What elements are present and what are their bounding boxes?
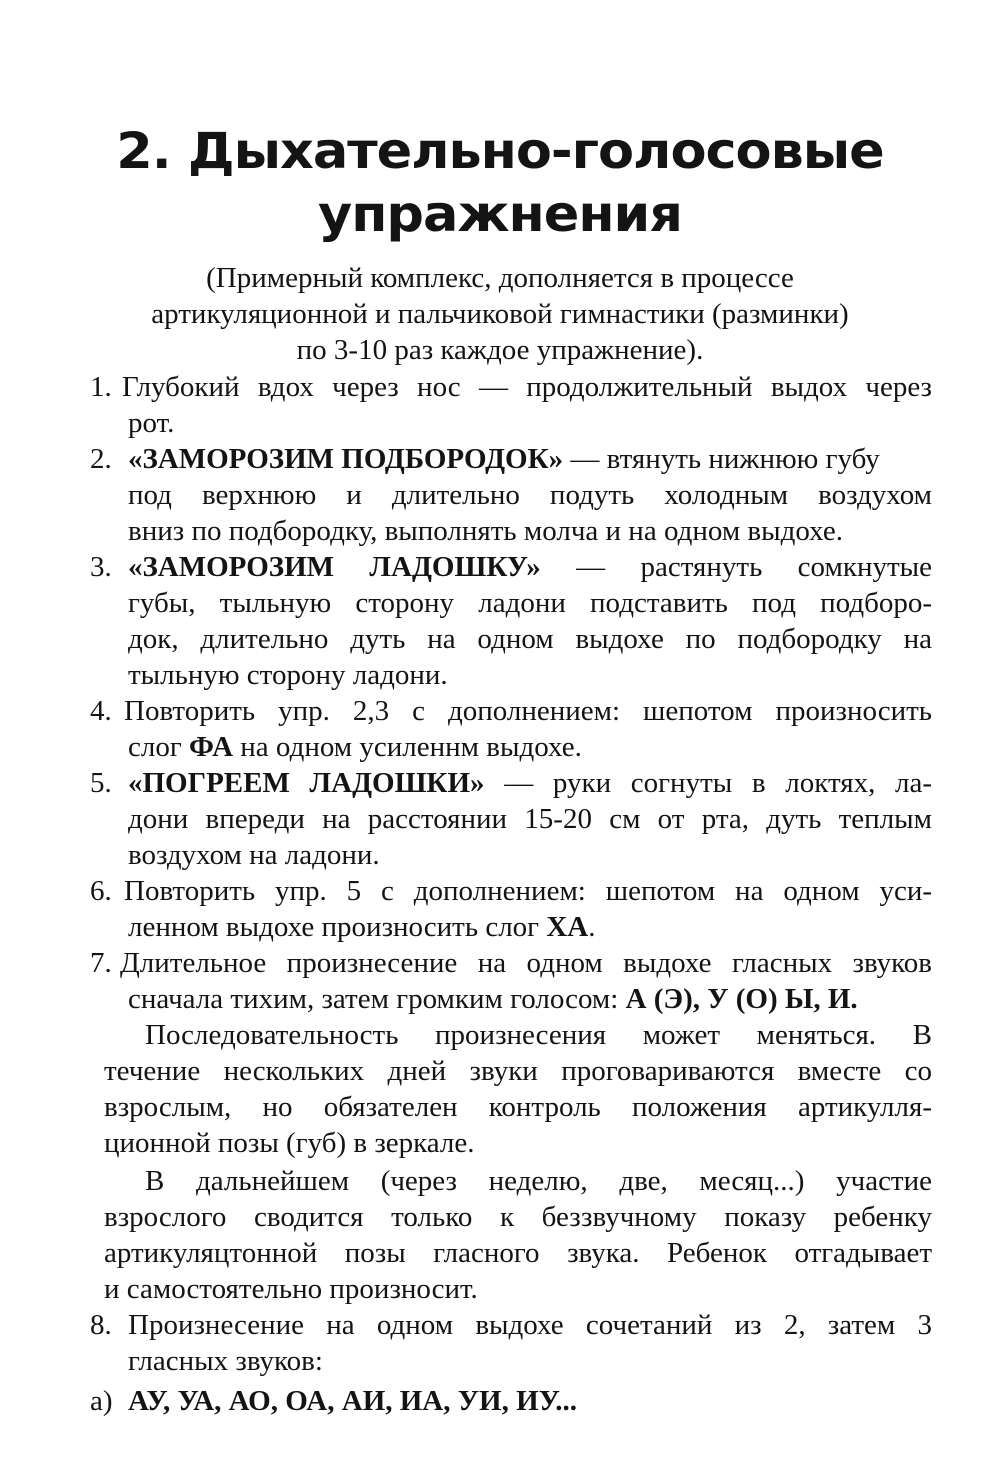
item-a-vowel-combos: АУ, УА, АО, ОА, АИ, ИА, УИ, ИУ... [128,1385,577,1417]
item-3-line-2: губы, тыльную сторону ладони подставить под подборо- [128,587,932,619]
item-8-line-1: Произнесение на одном выдохе сочетаний из 2, затем 3 [128,1309,932,1341]
item-5-title: «ПОГРЕЕМ ЛАДОШКИ» [128,767,485,799]
item-7-line-2-a: сначала тихим, затем громким голосом: [128,983,626,1015]
intro-line-2: артикуляционной и пальчиковой гимнастики (разминки) [151,298,849,330]
item-7-line-2 [128,981,858,1017]
para-2-line-4: и самостоятельно произносит. [104,1273,478,1305]
item-7-number: 7. [90,947,112,979]
page-title-line-1: 2. Дыхательно-голосовые [116,122,884,180]
item-4-line-2-a: слог [128,731,189,763]
item-2-line-1-text: — втянуть нижнюю губу [563,443,880,475]
para-2-line-1: В дальнейшем (через неделю, две, месяц...) участие [145,1165,932,1197]
item-5-line-1 [128,765,932,801]
para-1-line-1: Последовательность произнесения может меняться. В [145,1019,932,1051]
item-3-number: 3. [90,551,112,583]
item-6-line-2 [128,909,595,945]
item-a-label: а) [90,1385,113,1417]
item-3-line-1 [128,549,932,585]
item-4-syllable: ФА [189,731,234,763]
item-5-line-1-text: — руки согнуты в локтях, ла- [484,767,933,799]
item-6-line-1: Повторить упр. 5 с дополнением: шепотом на одном уси- [124,875,932,907]
item-4-number: 4. [90,695,112,727]
item-7-vowels: А (Э), У (О) Ы, И. [625,983,858,1015]
item-7-line-1: Длительное произнесение на одном выдохе гласных звуков [120,947,932,979]
item-5-number: 5. [90,767,112,799]
item-2-line-2: под верхнюю и длительно подуть холодным воздухом [128,479,932,511]
item-1-line-1: Глубокий вдох через нос — продолжительный выдох через [122,371,932,403]
item-6-line-2-b: . [588,911,596,943]
intro-line-3: по 3-10 раз каждое упражнение). [296,334,704,366]
item-8-line-2: гласных звуков: [128,1345,323,1377]
item-6-syllable: ХА [546,911,589,943]
item-5-line-3: воздухом на ладони. [128,839,380,871]
item-4-line-1: Повторить упр. 2,3 с дополнением: шепотом произносить [124,695,932,727]
item-3-line-1-text: — растянуть сомкнутые [540,551,932,583]
intro-line-1: (Примерный комплекс, дополняется в процессе [206,262,794,294]
para-1-line-3: взрослым, но обязателен контроль положения артикулля- [104,1091,932,1123]
item-1-number: 1. [90,371,112,403]
para-1-line-4: ционной позы (губ) в зеркале. [104,1127,475,1159]
item-2-line-1 [128,441,880,477]
item-a-combinations [128,1383,577,1419]
item-3-line-3: док, длительно дуть на одном выдохе по подбородку на [128,623,932,655]
para-2-line-2: взрослого сводится только к беззвучному показу ребенку [104,1201,932,1233]
item-2-line-3: вниз по подбородку, выполнять молча и на одном выдохе. [128,515,844,547]
page-title-line-2: упражнения [318,185,682,243]
item-6-line-2-a: ленном выдохе произносить слог [128,911,547,943]
item-5-line-2: дони впереди на расстоянии 15-20 см от рта, дуть теплым [128,803,932,835]
item-2-number: 2. [90,443,112,475]
item-1-line-2: рот. [128,407,175,439]
item-3-line-4: тыльную сторону ладони. [128,659,448,691]
item-4-line-2 [128,729,582,765]
item-8-number: 8. [90,1309,112,1341]
para-1-line-2: течение нескольких дней звуки проговариваются вместе со [104,1055,932,1087]
item-6-number: 6. [90,875,112,907]
para-2-line-3: артикуляцтонной позы гласного звука. Ребенок отгадывает [104,1237,932,1269]
item-3-title: «ЗАМОРОЗИМ ЛАДОШКУ» [128,551,541,583]
item-2-title: «ЗАМОРОЗИМ ПОДБОРОДОК» [128,443,564,475]
item-4-line-2-b: на одном усиленнм выдохе. [233,731,582,763]
